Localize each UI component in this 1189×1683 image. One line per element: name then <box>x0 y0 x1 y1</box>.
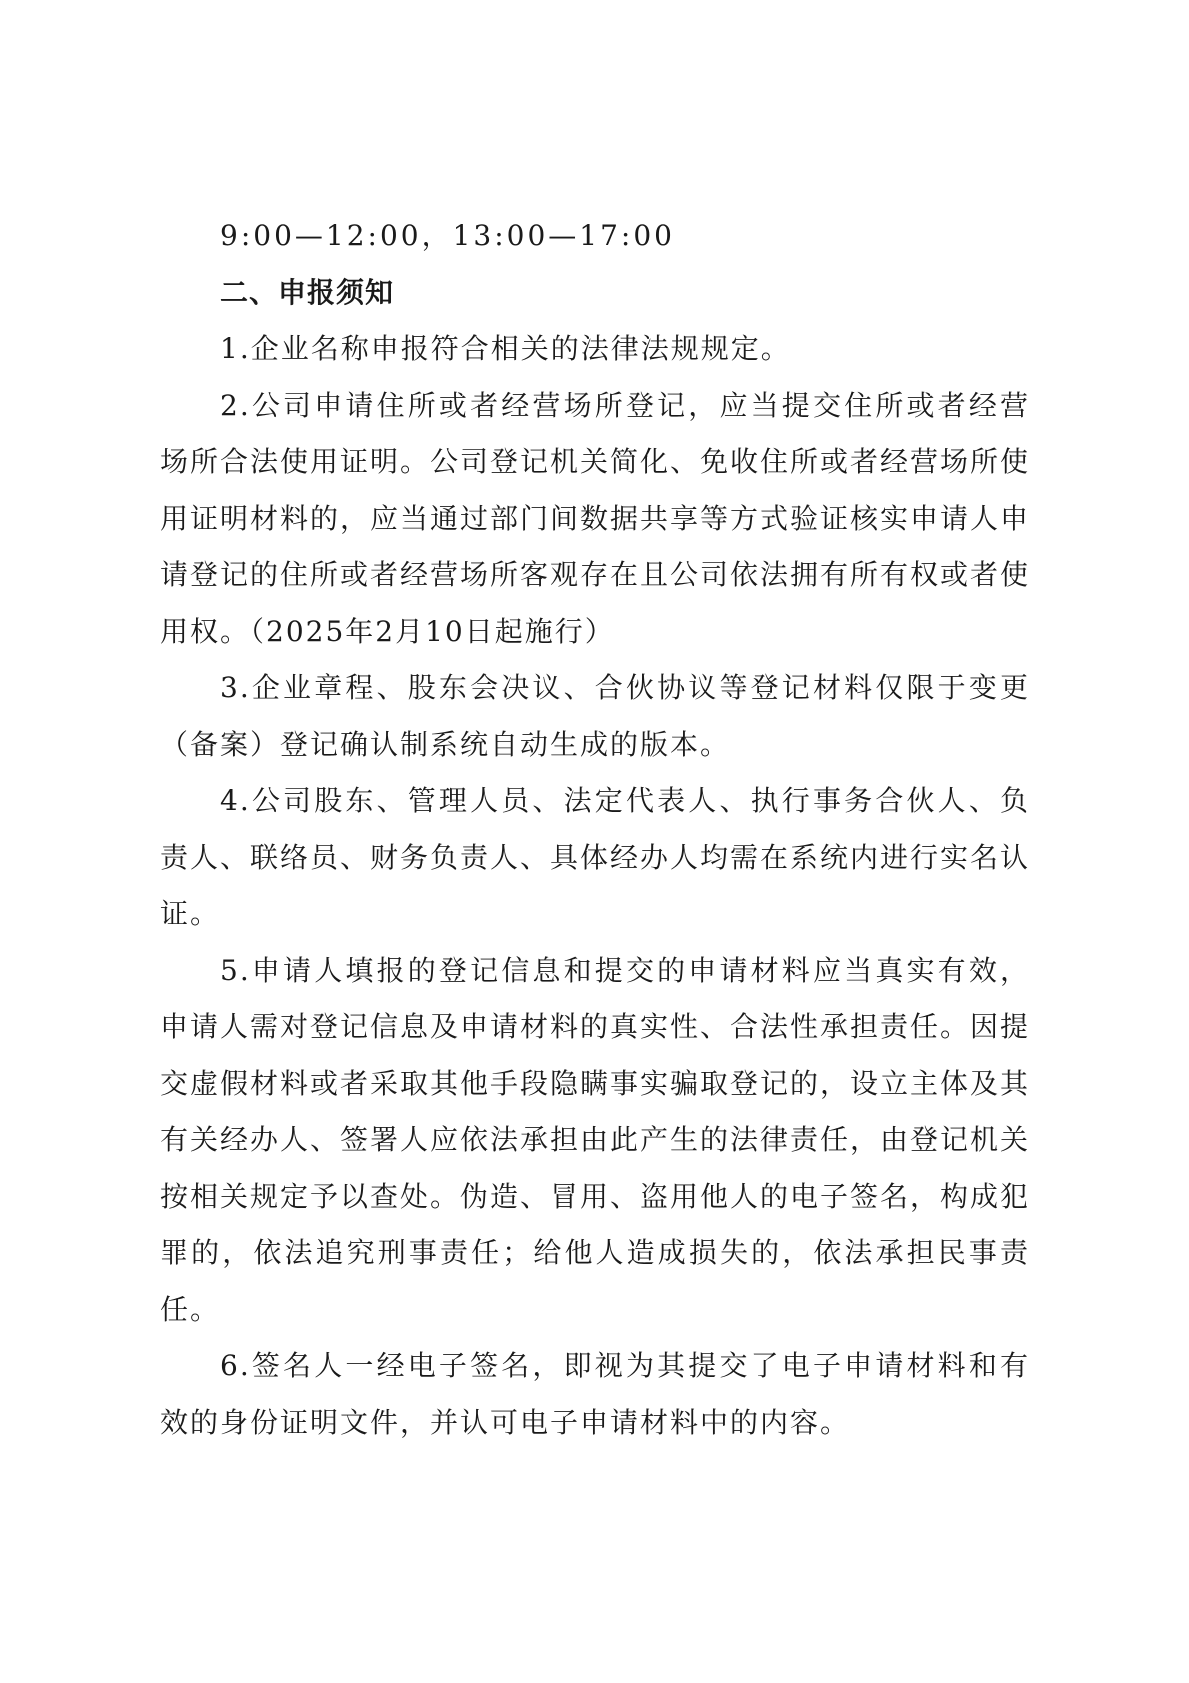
notice-item-6: 6.签名人一经电子签名，即视为其提交了电子申请材料和有效的身份证明文件，并认可电子申请材料中的内容。 <box>160 1349 1030 1439</box>
section-heading: 二、申报须知 <box>220 275 395 309</box>
notice-item-2: 2.公司申请住所或者经营场所登记，应当提交住所或者经营场所合法使用证明。公司登记机关简化、免收住所或者经营场所使用证明材料的，应当通过部门间数据共享等方式验证核实申请人申请登记的住所或者经营场所客观存在且公司依法拥有所有权或者使用权。（2025年2月10日起施行） <box>160 388 1031 648</box>
document-body <box>160 208 1030 1451</box>
notice-item-5: 5.申请人填报的登记信息和提交的申请材料应当真实有效，申请人需对登记信息及申请材料的真实性、合法性承担责任。因提交虚假材料或者采取其他手段隐瞒事实骗取登记的，设立主体及其有关经办人、签署人应依法承担由此产生的法律责任，由登记机关按相关规定予以查处。伪造、冒用、盗用他人的电子签名，构成犯罪的，依法追究刑事责任；给他人造成损失的，依法承担民事责任。 <box>160 953 1031 1326</box>
notice-item-4: 4.公司股东、管理人员、法定代表人、执行事务合伙人、负责人、联络员、财务负责人、具体经办人均需在系统内进行实名认证。 <box>160 784 1031 930</box>
notice-item-1: 1.企业名称申报符合相关的法律法规规定。 <box>220 332 791 365</box>
business-hours-line: 9:00—12:00，13:00—17:00 <box>220 219 675 252</box>
notice-item-3: 3.企业章程、股东会决议、合伙协议等登记材料仅限于变更（备案）登记确认制系统自动生成的版本。 <box>160 671 1030 761</box>
